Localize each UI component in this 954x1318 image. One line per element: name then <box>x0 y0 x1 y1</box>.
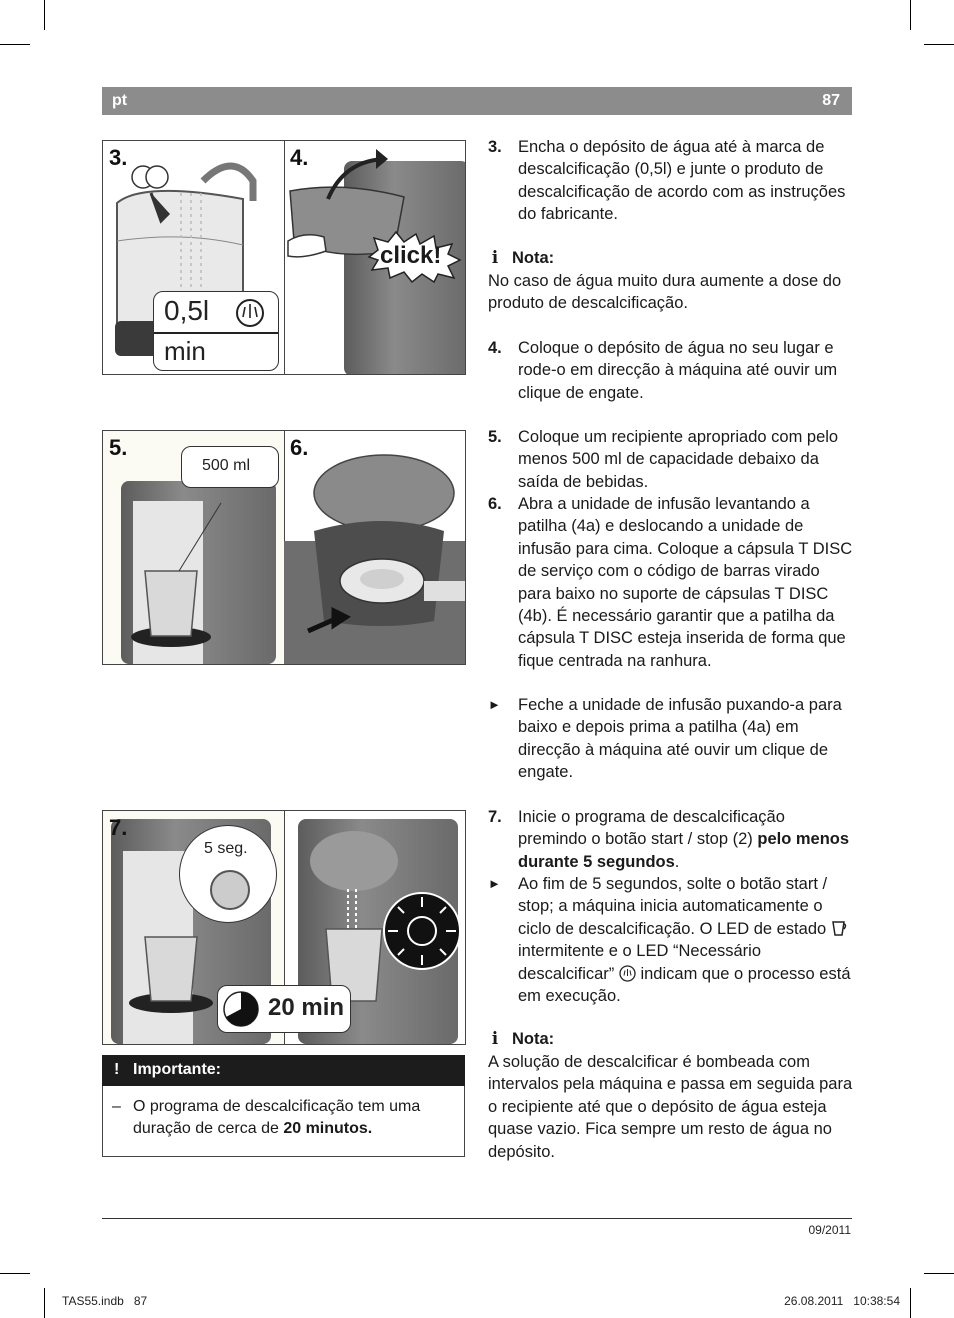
step-number: 7. <box>488 808 502 826</box>
footer-date: 09/2011 <box>808 1223 851 1237</box>
bullet-arrow: ► <box>488 697 501 712</box>
print-timestamp: 26.08.2011 10:38:54 <box>784 1294 900 1308</box>
cup-led-icon <box>831 920 847 936</box>
figure-steps-5-6 <box>102 430 466 665</box>
descaling-level-label: 0,5l <box>164 295 210 326</box>
note-2-text: A solução de descalcificar é bombeada com intervalos pela máquina e passa em seguida para o recipiente até que o depósito de água esteja quase vazio. Fica sempre um resto de água no depósito. <box>488 1053 853 1161</box>
step-6 <box>488 493 854 672</box>
print-file-label: TAS55.indb 87 <box>62 1294 148 1308</box>
crop-mark <box>924 44 954 45</box>
note-title: Nota: <box>512 1030 555 1048</box>
volume-label: 500 ml <box>202 457 251 474</box>
button-zoom-circle <box>179 825 277 923</box>
info-icon: i <box>491 1029 499 1048</box>
crop-mark <box>44 1288 45 1318</box>
step-text-c: . <box>674 852 680 871</box>
crop-mark <box>924 1273 954 1274</box>
duration-label: 20 min <box>268 994 345 1021</box>
figure-step-number: 3. <box>109 145 128 170</box>
figure-step-number: 7. <box>109 815 128 840</box>
crop-mark <box>910 1288 911 1318</box>
step-4 <box>488 337 854 404</box>
step-7 <box>488 806 854 873</box>
step-text-a: Inicie o programa de descalcificação premindo o botão start / stop (2) <box>518 808 785 849</box>
page-header <box>102 87 852 115</box>
important-title: Importante: <box>133 1061 221 1078</box>
important-header <box>102 1055 465 1086</box>
note-title: Nota: <box>512 249 555 267</box>
step-number: 3. <box>488 138 502 156</box>
language-code: pt <box>112 92 128 109</box>
clock-icon <box>222 990 260 1028</box>
descale-icon <box>234 297 266 329</box>
crop-mark <box>910 0 911 30</box>
step-number: 4. <box>488 339 502 357</box>
figure-step-5 <box>103 431 285 664</box>
seconds-label: 5 seg. <box>204 840 248 857</box>
footer-rule <box>102 1218 852 1219</box>
descale-icon <box>619 965 636 982</box>
bullet-arrow: ► <box>488 876 501 891</box>
step-text: Feche a unidade de infusão puxando-a para baixo e depois prima a patilha (4a) em direcção à máquina até ouvir um clique de engate. <box>518 696 842 782</box>
step-text-bold: pelo menos durante 5 segundos <box>518 830 850 871</box>
step-text <box>518 806 854 873</box>
figure-step-number: 4. <box>290 145 309 170</box>
step-number: 5. <box>488 428 502 446</box>
step-text: Coloque um recipiente apropriado com pelo menos 500 ml de capacidade debaixo da saída de bebidas. <box>518 428 839 491</box>
step-text: Coloque o depósito de água no seu lugar e rode-o em direcção à máquina até ouvir um clique de engate. <box>518 339 838 402</box>
click-label: click! <box>380 242 442 269</box>
important-text-a: O programa de descalcificação tem uma duração de cerca de <box>133 1098 421 1137</box>
figure-step-7 <box>102 810 466 1045</box>
brewing-unit-illustration <box>284 431 465 664</box>
start-stop-button-illustration <box>210 870 250 910</box>
level-label-box <box>153 291 279 371</box>
min-label: min <box>164 336 206 366</box>
crop-mark <box>0 1273 30 1274</box>
step-text: Encha o depósito de água até à marca de descalcificação (0,5l) e junte o produto de descalcificação de acordo com as instruções do fabricante. <box>518 138 846 224</box>
figure-step-6 <box>284 431 465 664</box>
dash-marker: – <box>112 1098 121 1115</box>
step-text-a: Ao fim de 5 segundos, solte o botão start / stop; a máquina inicia automaticamente o ciclo de descalcificação. O LED de estado <box>518 875 831 938</box>
step-5 <box>488 426 854 493</box>
step-6-bullet <box>488 694 854 784</box>
step-7-bullet <box>488 873 854 1007</box>
figure-step-3 <box>103 141 285 374</box>
info-icon: i <box>491 248 499 267</box>
step-text <box>518 873 854 1007</box>
note-1-text: No caso de água muito dura aumente a dose do produto de descalcificação. <box>488 272 842 313</box>
figure-step-4 <box>284 141 465 374</box>
step-3 <box>488 136 854 226</box>
step-text: Abra a unidade de infusão levantando a patilha (4a) e deslocando a unidade de infusão para cima. Coloque a cápsula T DISC de serviço com o código de barras virado para baixo no suporte de cápsulas T DISC (4b). É necessário garantir que a patilha da cápsula T DISC esteja inserida de forma que fique centrada na ranhura. <box>518 495 853 670</box>
step-number: 6. <box>488 495 502 513</box>
note-2-title <box>488 1029 554 1049</box>
figure-step-number: 6. <box>290 435 309 460</box>
divider-line <box>154 332 278 334</box>
figure-step-number: 5. <box>109 435 128 460</box>
crop-mark <box>0 44 30 45</box>
page-number: 87 <box>822 92 840 109</box>
important-body <box>102 1086 465 1157</box>
crop-mark <box>44 0 45 30</box>
warning-mark: ! <box>114 1061 120 1078</box>
step-text-b: intermitente e o LED “Necessário descalcificar” <box>518 942 762 983</box>
tablet-icon <box>146 166 168 188</box>
volume-label-box <box>181 446 279 488</box>
note-1-title <box>488 248 554 268</box>
step-text-c: indicam que o processo está em execução. <box>518 964 851 1006</box>
important-text-b: 20 minutos. <box>283 1120 373 1137</box>
duration-label-box <box>217 985 351 1033</box>
important-text <box>133 1096 461 1140</box>
figure-steps-3-4 <box>102 140 466 375</box>
